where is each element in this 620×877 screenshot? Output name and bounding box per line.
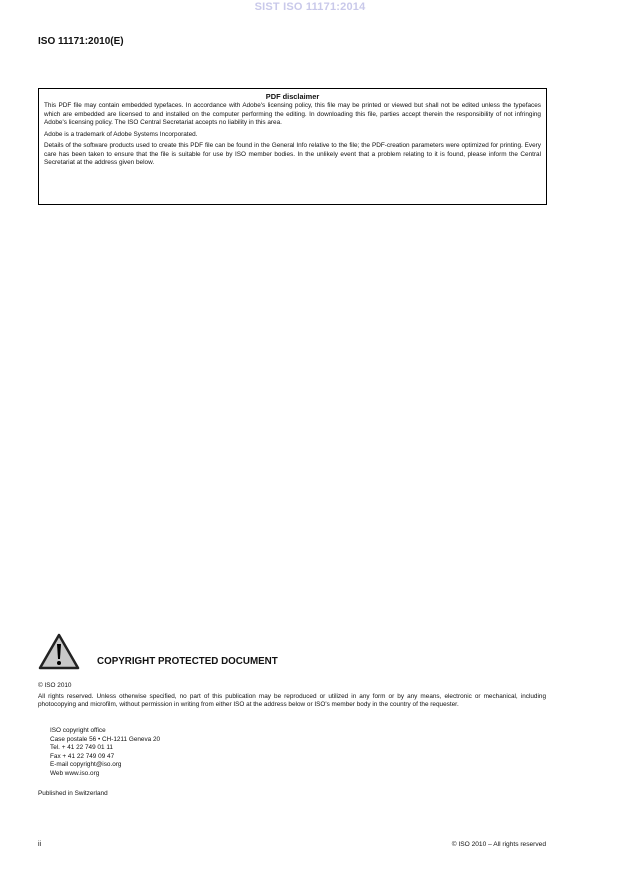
disclaimer-paragraph: Details of the software products used to create this PDF file can be found in the General Info relative to the file; the PDF-creation parameters were optimized for printing. Every care has been taken to ensure that the file is suitable for use by ISO member bodies. In the unlikely event that a problem relating to it is found, please inform the Central Secretariat at the address given below. [44,142,541,167]
disclaimer-paragraph: This PDF file may contain embedded typefaces. In accordance with Adobe's licensing policy, this file may be printed or viewed but shall not be edited unless the typefaces which are embedded are licensed to and installed on the computer performing the editing. In downloading this file, parties accept therein the responsibility of not infringing Adobe's licensing policy. The ISO Central Secretariat accepts no liability in this area. [44,102,541,126]
published-in: Published in Switzerland [38,790,108,797]
document-id: ISO 11171:2010(E) [38,36,124,47]
footer-copyright: © ISO 2010 – All rights reserved [451,841,546,848]
page-number: ii [38,841,42,848]
address-block [50,727,160,778]
address-line: E-mail copyright@iso.org [50,761,122,768]
disclaimer-paragraph: Adobe is a trademark of Adobe Systems Incorporated. [44,130,198,138]
copyright-line: © ISO 2010 [38,682,72,689]
address-line: Fax + 41 22 749 09 47 [50,752,115,760]
address-line: Case postale 56 • CH-1211 Geneva 20 [50,735,161,743]
rights-statement: All rights reserved. Unless otherwise specified, no part of this publication may be reproduced or utilized in any form or by any means, electronic or mechanical, including photocopying and microfilm, without permission in writing from either ISO at the address below or ISO's member body in the country of the requester. [38,693,546,709]
warning-triangle-icon [38,633,80,670]
address-line: Web www.iso.org [50,769,100,777]
watermark: SIST ISO 11171:2014 [254,1,366,13]
copyright-title: COPYRIGHT PROTECTED DOCUMENT [97,656,278,667]
address-line: Tel. + 41 22 749 01 11 [50,744,113,751]
pdf-disclaimer-box [38,88,547,205]
disclaimer-title: PDF disclaimer [265,92,320,101]
address-line: ISO copyright office [50,727,106,734]
